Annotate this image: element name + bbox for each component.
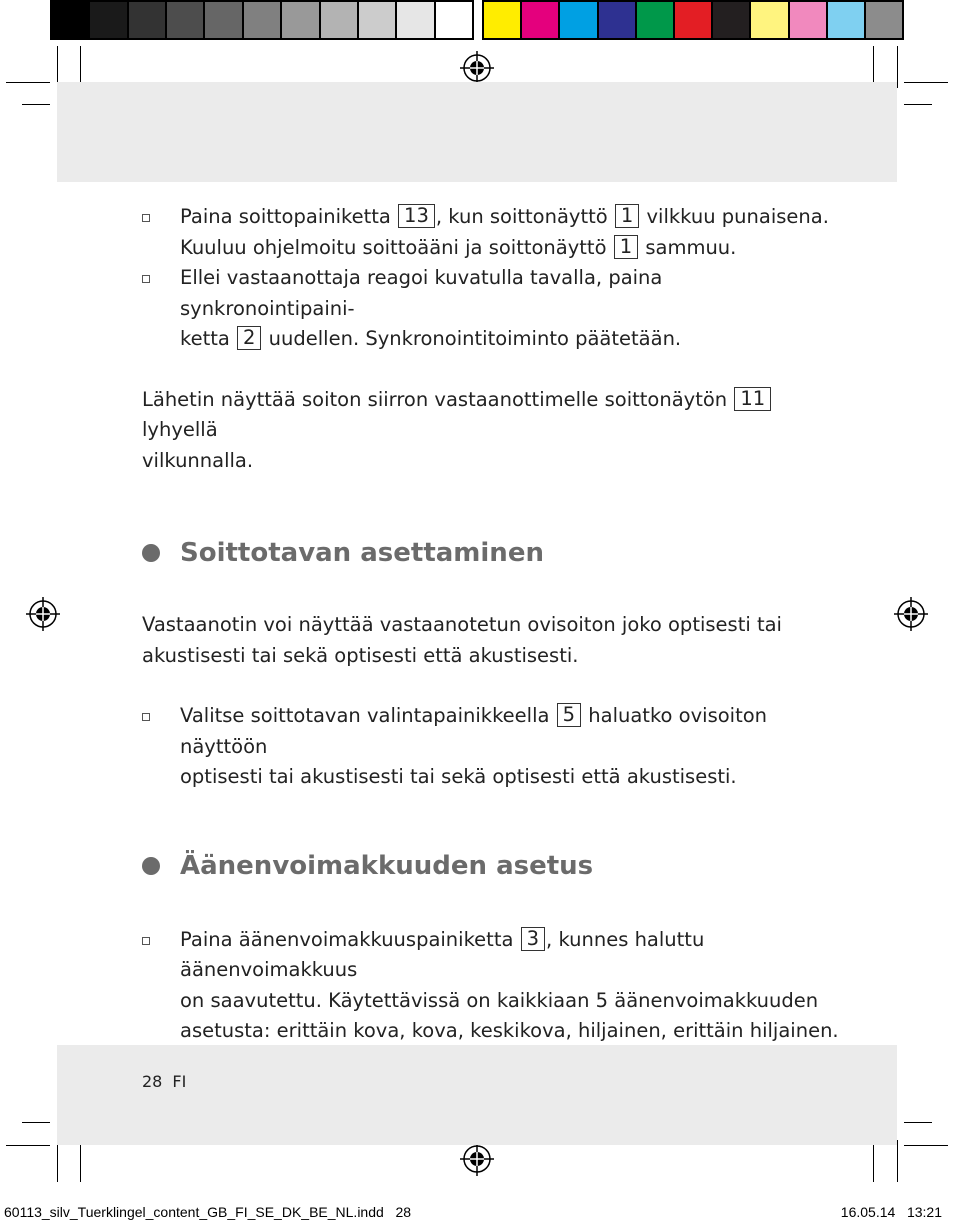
crop-mark — [80, 1140, 81, 1182]
text-run: Kuuluu ohjelmoitu soittoääni ja soittonäyttö — [180, 235, 613, 259]
color-swatch — [599, 2, 637, 38]
color-swatch — [751, 2, 789, 38]
reference-number: 5 — [557, 703, 581, 727]
square-bullet-icon — [142, 713, 150, 721]
crop-mark — [904, 82, 948, 83]
color-swatch — [397, 2, 435, 38]
crop-mark — [873, 1140, 874, 1182]
text-run: vilkkuu punaisena. — [640, 205, 829, 228]
text-run: sammuu. — [639, 235, 737, 259]
reference-number: 1 — [614, 235, 638, 259]
text-run: on saavutettu. Käytettävissä on kaikkiaan 5 äänenvoimakkuuden — [180, 988, 819, 1012]
bullet-item — [142, 925, 842, 1047]
crop-mark — [6, 82, 50, 83]
section-heading — [142, 849, 842, 883]
section-heading — [142, 536, 842, 570]
text-run: asetusta: erittäin kova, kova, keskikova, hiljainen, erittäin hiljainen. — [180, 1019, 839, 1042]
color-swatch — [52, 2, 90, 38]
color-swatch — [522, 2, 560, 38]
square-bullet-icon — [142, 214, 150, 222]
reference-number: 1 — [615, 204, 639, 228]
registration-mark-icon — [460, 1142, 494, 1176]
paragraph — [142, 610, 842, 671]
crop-mark — [897, 1140, 898, 1182]
color-swatch — [828, 2, 866, 38]
text-run: Valitse soittotavan valintapainikkeella — [180, 704, 556, 727]
crop-mark — [57, 1140, 58, 1182]
text-run: haluatko ovisoiton näyttöön — [180, 704, 768, 758]
section-heading-text: Äänenvoimakkuuden asetus — [180, 850, 594, 881]
bullet-item — [142, 263, 842, 355]
color-swatch — [167, 2, 205, 38]
bullet-dot-icon — [142, 544, 160, 562]
text-run: Paina soittopainiketta — [180, 205, 398, 228]
spacer — [142, 570, 842, 610]
section-heading-text: Soittotavan asettaminen — [180, 538, 544, 568]
header-band — [57, 82, 897, 182]
square-bullet-icon — [142, 275, 150, 283]
color-swatch — [205, 2, 243, 38]
color-swatch — [359, 2, 397, 38]
crop-mark — [22, 104, 50, 105]
footer-band — [57, 1045, 897, 1145]
page-number: 28 — [142, 1072, 163, 1091]
color-swatch — [866, 2, 902, 38]
text-run: Vastaanotin voi näyttää vastaanotetun ovisoiton joko optisesti tai — [142, 613, 782, 636]
text-run: optisesti tai akustisesti tai sekä optisesti että akustisesti. — [180, 765, 737, 788]
text-run: Ellei vastaanottaja reagoi kuvatulla tavalla, paina synkronointipaini- — [180, 266, 663, 320]
crop-mark — [6, 1145, 50, 1146]
text-run: uudellen. Synkronointitoiminto päätetään. — [262, 327, 682, 350]
text-run: lyhyellä — [142, 418, 218, 441]
color-swatch — [90, 2, 128, 38]
color-swatch — [244, 2, 282, 38]
bullet-list — [142, 925, 842, 1047]
process-color-bar — [482, 0, 904, 40]
crop-mark — [897, 46, 898, 88]
color-swatch — [129, 2, 167, 38]
reference-number: 2 — [237, 326, 261, 350]
page-content — [142, 202, 842, 1047]
bullet-item — [142, 202, 842, 263]
registration-mark-icon — [460, 51, 494, 85]
text-run: Lähetin näyttää soiton siirron vastaanottimelle soittonäytön — [142, 387, 734, 411]
page-marker — [142, 1072, 196, 1091]
spacer — [142, 355, 842, 385]
paragraph — [142, 385, 842, 477]
spacer — [142, 671, 842, 701]
page-language: FI — [172, 1072, 187, 1091]
grayscale-color-bar — [50, 0, 474, 40]
color-swatch — [321, 2, 359, 38]
bullet-item — [142, 701, 842, 793]
color-swatch — [713, 2, 751, 38]
spacer — [142, 476, 842, 536]
spacer — [142, 883, 842, 925]
text-run: ketta — [180, 327, 237, 350]
reference-number: 11 — [734, 387, 771, 411]
spacer — [142, 793, 842, 849]
color-swatch — [560, 2, 598, 38]
crop-mark — [22, 1122, 50, 1123]
reference-number: 3 — [521, 927, 545, 951]
text-run: vilkunnalla. — [142, 448, 254, 472]
bullet-list — [142, 701, 842, 793]
reference-number: 13 — [398, 204, 435, 228]
registration-mark-icon — [894, 597, 928, 631]
text-run: , kun soittonäyttö — [435, 205, 614, 228]
text-run: , kunnes haluttu äänenvoimakkuus — [180, 927, 705, 981]
registration-mark-icon — [26, 597, 60, 631]
color-swatch — [282, 2, 320, 38]
bullet-dot-icon — [142, 857, 160, 875]
color-swatch — [637, 2, 675, 38]
text-run: Paina äänenvoimakkuuspainiketta — [180, 927, 520, 951]
crop-mark — [904, 1122, 932, 1123]
crop-mark — [904, 1145, 948, 1146]
text-run: akustisesti tai sekä optisesti että akustisesti. — [142, 643, 579, 667]
color-swatch — [790, 2, 828, 38]
slug-filename: 60113_silv_Tuerklingel_content_GB_FI_SE_DK_BE_NL.indd 28 — [4, 1204, 412, 1220]
color-swatch — [675, 2, 713, 38]
crop-mark — [904, 104, 932, 105]
bullet-list — [142, 202, 842, 355]
square-bullet-icon — [142, 937, 150, 945]
color-swatch — [436, 2, 472, 38]
color-swatch — [484, 2, 522, 38]
slug-datetime: 16.05.14 13:21 — [840, 1204, 942, 1220]
